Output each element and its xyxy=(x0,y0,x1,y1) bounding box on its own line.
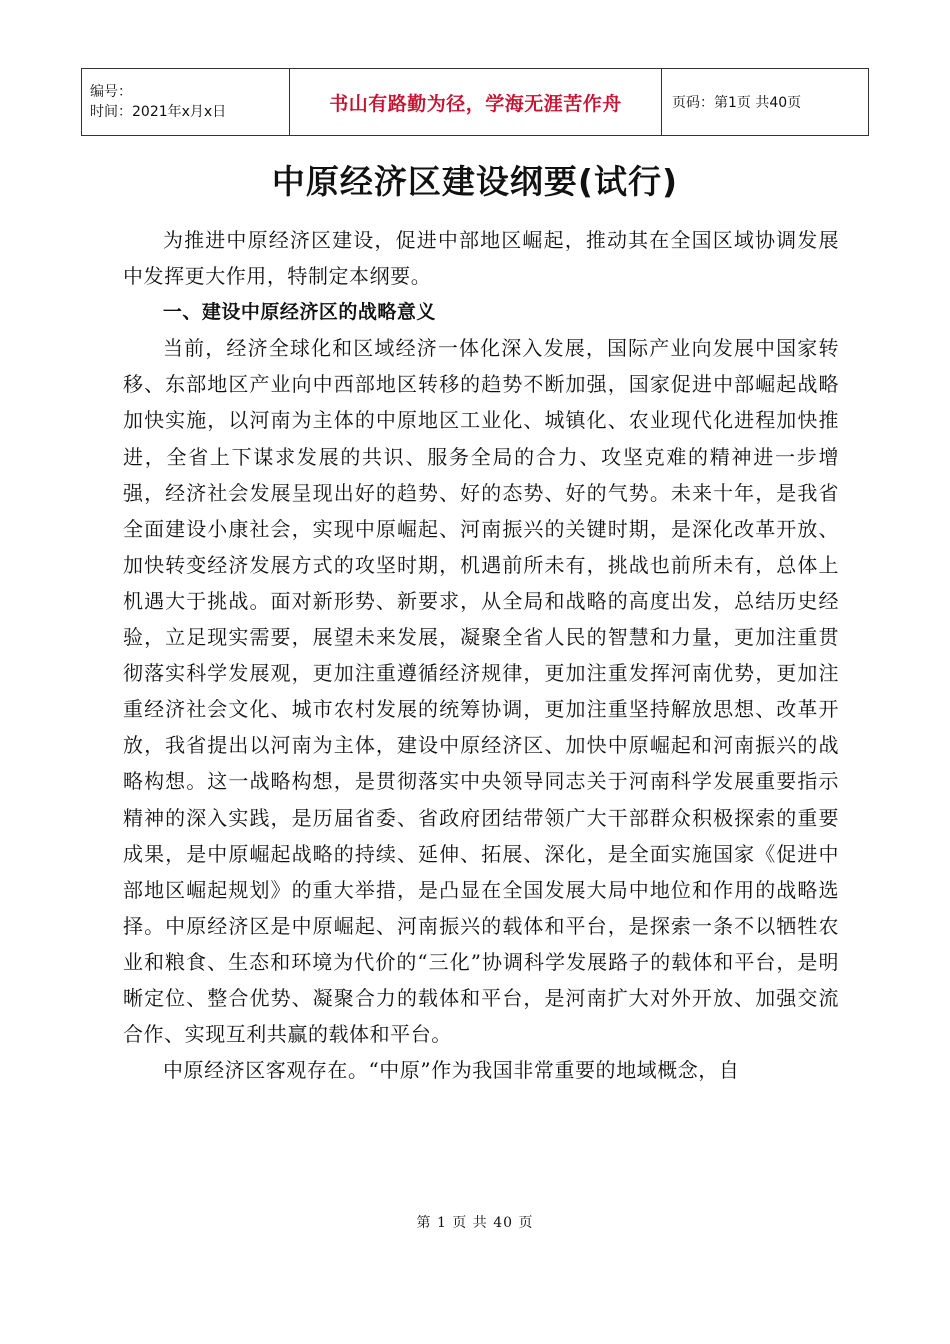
page-footer: 第 1 页 共 40 页 xyxy=(416,1215,534,1231)
body-paragraph: 中原经济区客观存在。“中原”作为我国非常重要的地域概念，自 xyxy=(163,1058,740,1083)
document-title: 中原经济区建设纲要(试行) xyxy=(271,162,679,201)
header-page-code: 页码：第1页 共40页 xyxy=(662,69,869,136)
section-heading: 一、建设中原经济区的战略意义 xyxy=(162,301,436,324)
serial-number-label: 编号： xyxy=(90,84,132,100)
intro-paragraph: 为推进中原经济区建设，促进中部地区崛起，推动其在全国区域协调发展中发挥更大作用，特制定本纲要。 xyxy=(123,228,839,289)
date-label: 时间：2021年x月x日 xyxy=(90,104,227,120)
header-motto: 书山有路勤为径，学海无涯苦作舟 xyxy=(290,69,662,136)
document-header xyxy=(81,68,869,136)
body-paragraph: 当前，经济全球化和区域经济一体化深入发展，国际产业向发展中国家转移、东部地区产业向中西部地区转移的趋势不断加强，国家促进中部崛起战略加快实施，以河南为主体的中原地区工业化、城镇化、农业现代化进程加快推进，全省上下谋求发展的共识、服务全局的合力、攻坚克难的精神进一步增强，经济社会发展呈现出好的趋势、好的态势、好的气势。未来十年，是我省全面建设小康社会，实现中原崛起、河南振兴的关键时期，是深化改革开放、加快转变经济发展方式的攻坚时期，机遇前所未有，挑战也前所未有，总体上机遇大于挑战。面对新形势、新要求，从全局和战略的高度出发，总结历史经验，立足现实需要，展望未来发展，凝聚全省人民的智慧和力量，更加注重贯彻落实科学发展观，更加注重遵循经济规律，更加注重发挥河南优势，更加注重经济社会文化、城市农村发展的统筹协调，更加注重坚持解放思想、改革开放，我省提出以河南为主体，建设中原经济区、加快中原崛起和河南振兴的战略构想。这一战略构想，是贯彻落实中央领导同志关于河南科学发展重要指示精神的深入实践，是历届省委、省政府团结带领广大干部群众积极探索的重要成果，是中原崛起战略的持续、延伸、拓展、深化，是全面实施国家《促进中部地区崛起规划》的重大举措，是凸显在全国发展大局中地位和作用的战略选择。中原经济区是中原崛起、河南振兴的载体和平台，是探索一条不以牺牲农业和粮食、生态和环境为代价的“三化”协调科学发展路子的载体和平台，是明晰定位、整合优势、凝聚合力的载体和平台，是河南扩大对外开放、加强交流合作、实现互利共赢的载体和平台。 xyxy=(123,336,839,1047)
header-meta-cell xyxy=(82,69,290,136)
document-body xyxy=(123,222,839,1088)
